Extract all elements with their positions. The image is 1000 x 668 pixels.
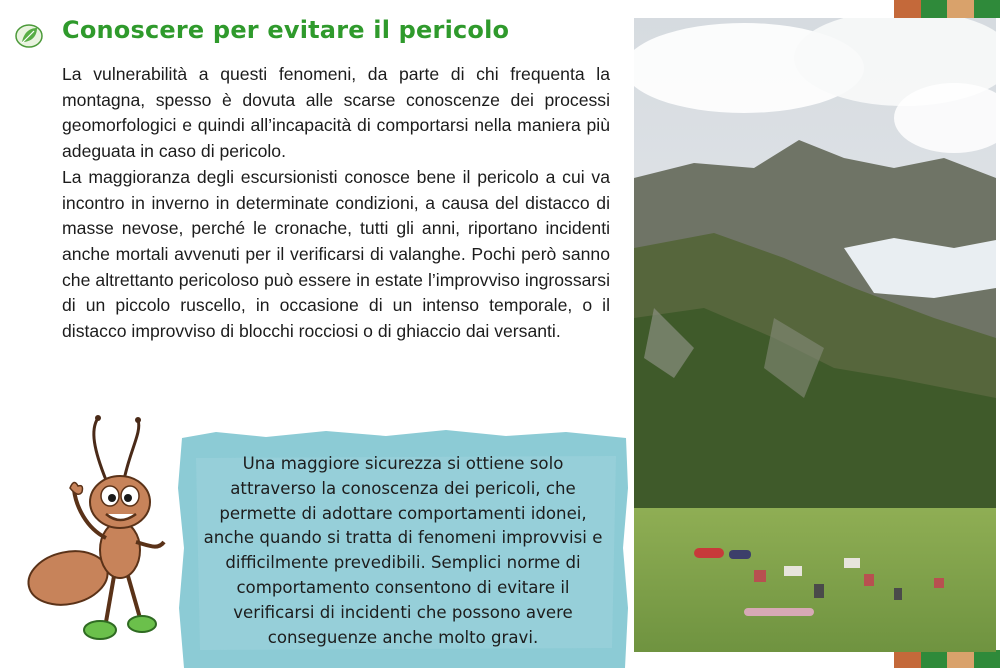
safety-note-box bbox=[176, 428, 632, 668]
ant-mascot-illustration bbox=[24, 410, 184, 660]
mountain-meadow-photo bbox=[634, 18, 996, 652]
body-text bbox=[62, 62, 610, 345]
paragraph-vulnerability: La vulnerabilità a questi fenomeni, da parte di chi frequenta la montagna, spesso è dovuta alle scarse conoscenze dei processi geomorfologici e quindi all’incapacità di comportarsi nella maniera più adeguata in caso di pericolo. bbox=[62, 64, 610, 162]
corner-stripes-bottom bbox=[894, 650, 1000, 668]
section-title: Conoscere per evitare il pericolo bbox=[62, 16, 510, 44]
leaf-icon bbox=[14, 22, 44, 50]
safety-note-text: Una maggiore sicurezza si ottiene solo attraverso la conoscenza dei pericoli, che permette di adottare comportamenti idonei, anche quando si tratta di fenomeni improvvisi e difficilmente prevedibili. Semplici norme di comportamento consentono di evitare il verificarsi di incidenti che possono avere conseguenze anche molto gravi. bbox=[203, 454, 603, 647]
paragraph-hikers: La maggioranza degli escursionisti conosce bene il pericolo a cui va incontro in inverno in determinate condizioni, a causa del distacco di masse nevose, perché le cronache, tutti gli anni, riportano incidenti anche mortali avvenuti per il verificarsi di valanghe. Pochi però sanno che altrettanto pericoloso può essere in estate l’improvviso ingrossarsi di un piccolo ruscello, in occasione di un intenso temporale, o il distacco improvviso di blocchi rocciosi o di ghiaccio dai versanti. bbox=[62, 166, 610, 342]
corner-stripes-top bbox=[894, 0, 1000, 18]
